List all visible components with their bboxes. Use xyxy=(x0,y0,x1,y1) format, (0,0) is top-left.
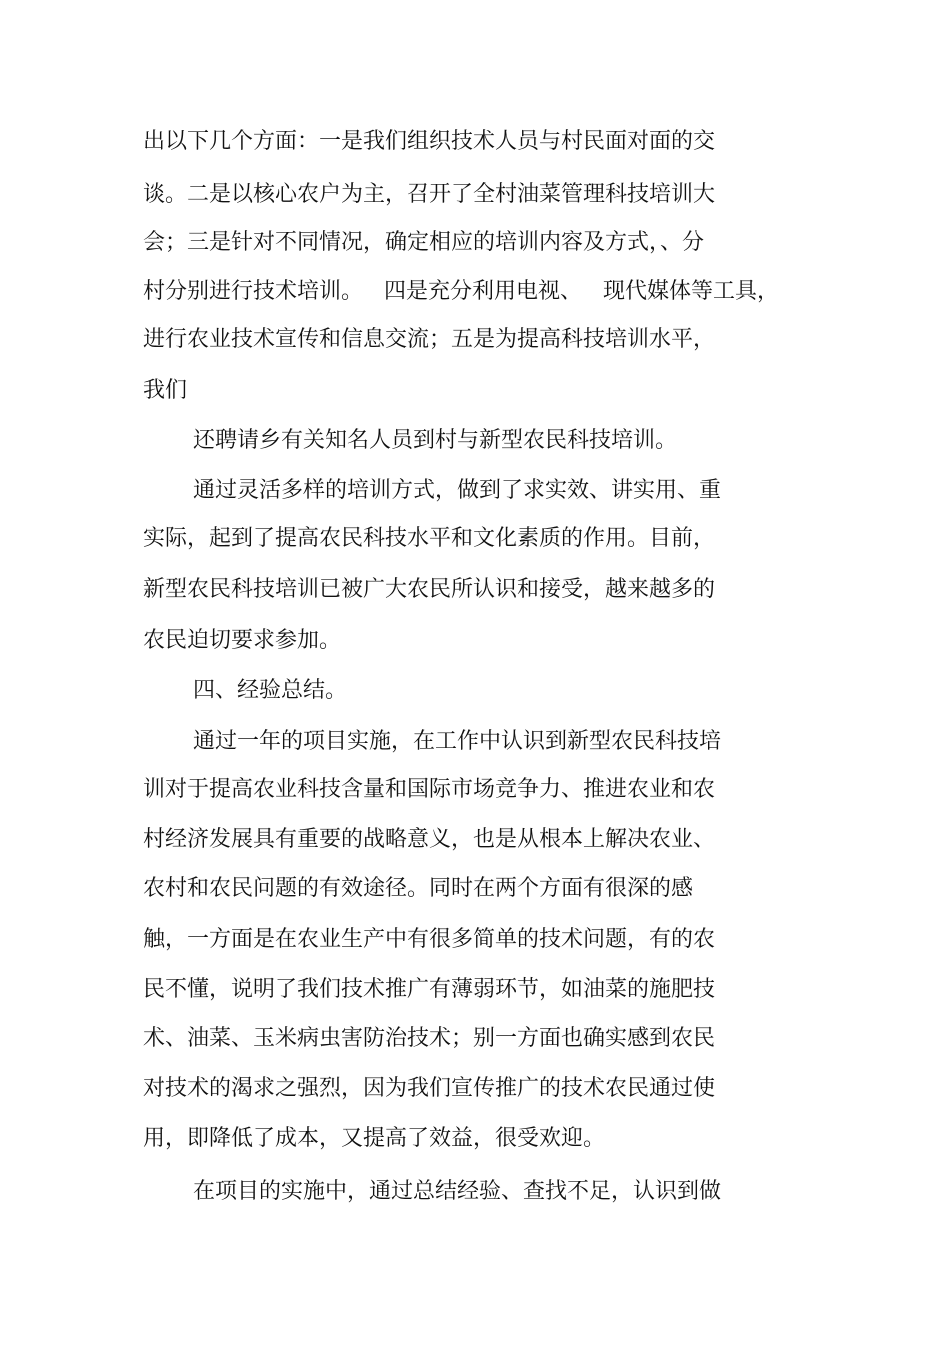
text-line-2: 谈。二是以核心农户为主，召开了全村油菜管理科技培训大 xyxy=(143,182,716,207)
text-line-17: 触，一方面是在农业生产中有很多简单的技术问题，有的农 xyxy=(143,927,716,952)
text-line-9: 实际，起到了提高农民科技水平和文化素质的作用。目前， xyxy=(143,526,716,551)
text-line-3: 会；三是针对不同情况，确定相应的培训内容及方式，、分 xyxy=(143,230,705,255)
text-line-8: 通过灵活多样的培训方式，做到了求实效、讲实用、重 xyxy=(193,478,722,503)
section-heading: 四、经验总结。 xyxy=(193,678,348,703)
text-line-16: 农村和农民问题的有效途径。同时在两个方面有很深的感 xyxy=(143,876,694,901)
text-line-15: 村经济发展具有重要的战略意义，也是从根本上解决农业、 xyxy=(143,827,716,852)
text-line-20: 对技术的渴求之强烈，因为我们宣传推广的技术农民通过使 xyxy=(143,1076,716,1101)
text-line-4: 村分别进行技术培训。 四是充分利用电视、 现代媒体等工具， xyxy=(143,279,779,304)
text-line-5: 进行农业技术宣传和信息交流；五是为提高科技培训水平， xyxy=(143,327,716,352)
text-line-14: 训对于提高农业科技含量和国际市场竞争力、推进农业和农 xyxy=(143,777,716,802)
text-line-13: 通过一年的项目实施，在工作中认识到新型农民科技培 xyxy=(193,729,722,754)
text-line-6: 我们 xyxy=(143,378,188,403)
text-line-7: 还聘请乡有关知名人员到村与新型农民科技培训。 xyxy=(193,428,678,453)
text-line-21: 用，即降低了成本，又提高了效益，很受欢迎。 xyxy=(143,1126,606,1151)
text-line-18: 民不懂，说明了我们技术推广有薄弱环节，如油菜的施肥技 xyxy=(143,977,716,1002)
text-line-19: 术、油菜、玉米病虫害防治技术；别一方面也确实感到农民 xyxy=(143,1026,716,1051)
text-line-10: 新型农民科技培训已被广大农民所认识和接受，越来越多的 xyxy=(143,577,716,602)
text-line-22: 在项目的实施中，通过总结经验、查找不足，认识到做 xyxy=(193,1179,722,1204)
text-line-1: 出以下几个方面：一是我们组织技术人员与村民面对面的交 xyxy=(143,129,716,154)
text-line-11: 农民迫切要求参加。 xyxy=(143,628,342,653)
